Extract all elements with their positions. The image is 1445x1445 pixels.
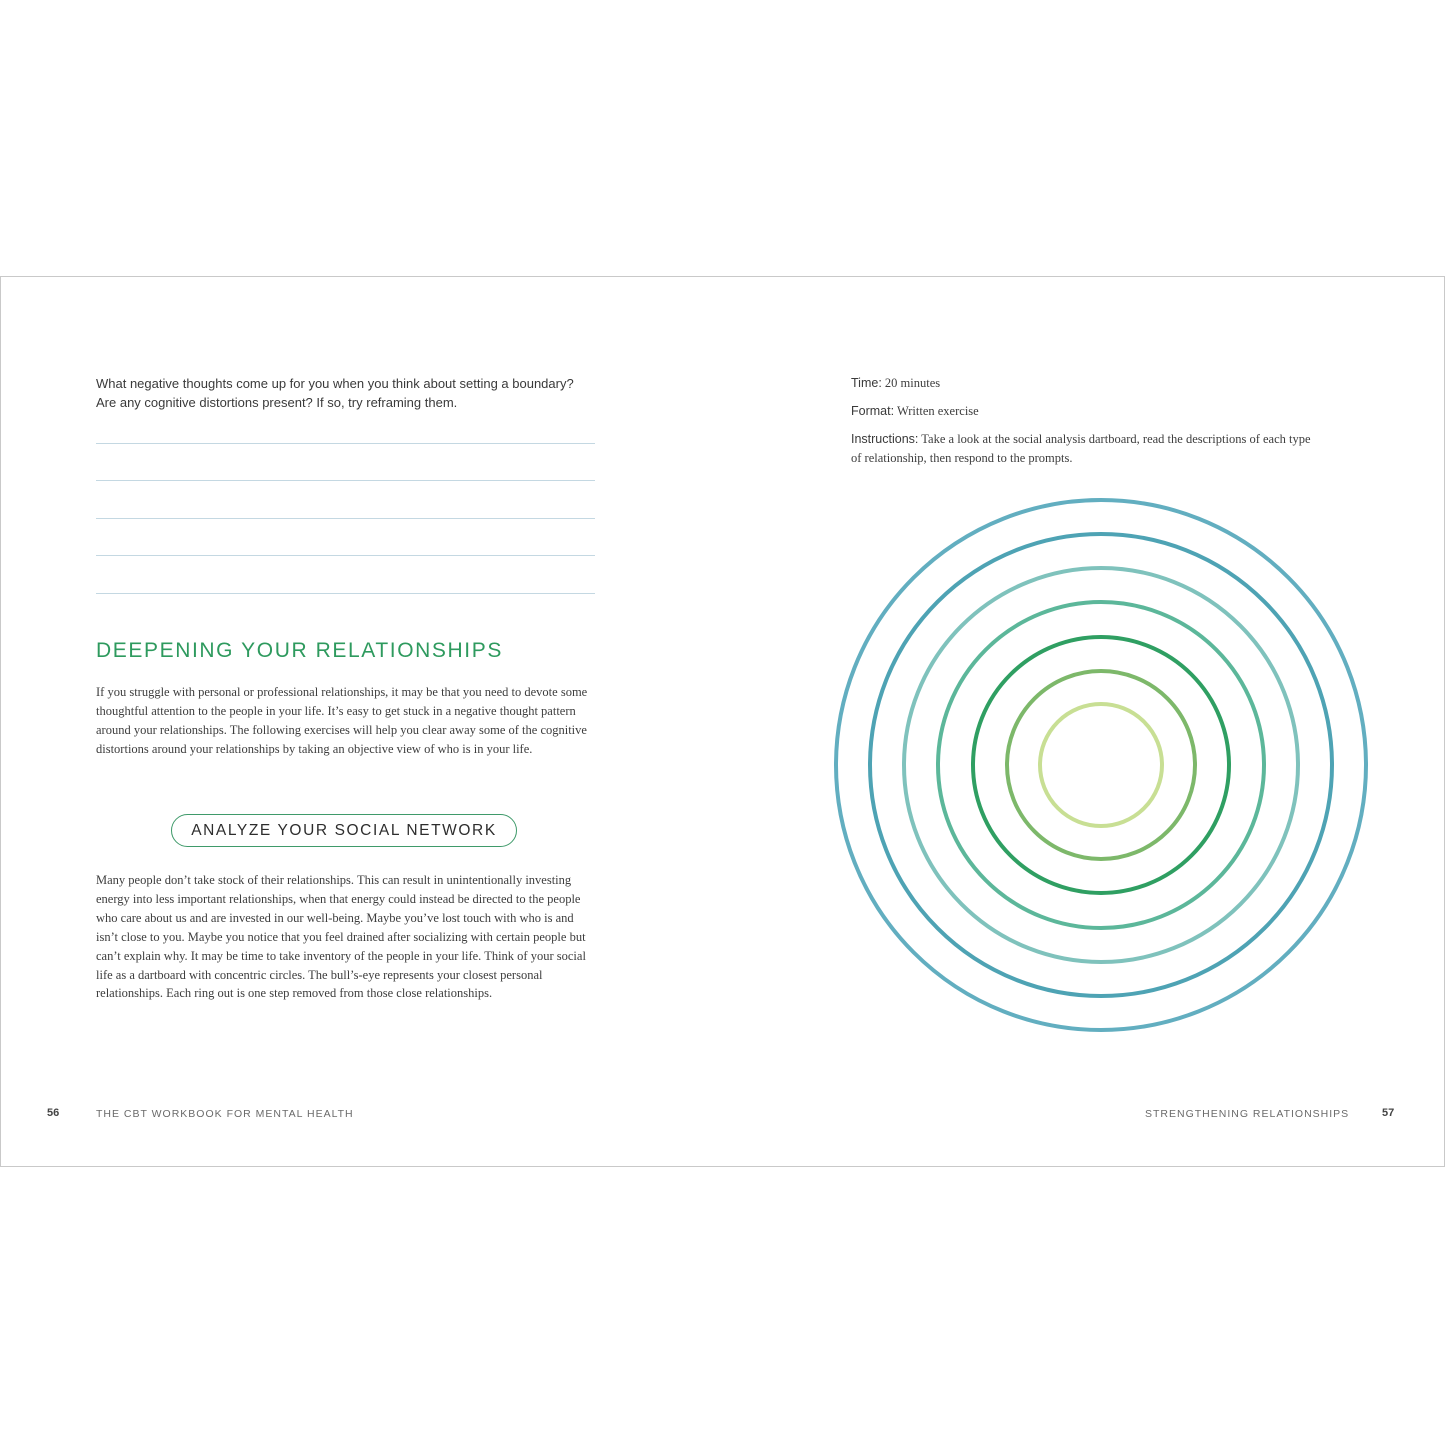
social-dartboard <box>831 495 1371 1035</box>
time-line <box>851 374 1321 393</box>
time-value: 20 minutes <box>881 376 941 390</box>
section-title: DEEPENING YOUR RELATIONSHIPS <box>96 639 503 662</box>
dartboard-ring-5 <box>973 637 1229 893</box>
writing-line[interactable] <box>96 480 595 481</box>
format-value: Written exercise <box>894 404 979 418</box>
format-line <box>851 402 1321 421</box>
writing-line[interactable] <box>96 443 595 444</box>
right-page <box>723 277 1444 1166</box>
page-number-right: 57 <box>1382 1107 1395 1119</box>
left-page <box>1 277 723 1166</box>
dartboard-ring-6 <box>1007 671 1195 859</box>
page-number-left: 56 <box>47 1107 60 1119</box>
time-label: Time: <box>851 376 882 390</box>
dartboard-bullseye <box>1040 704 1162 826</box>
exercise-title: ANALYZE YOUR SOCIAL NETWORK <box>191 821 497 839</box>
exercise-title-badge <box>171 814 517 847</box>
dartboard-ring-4 <box>938 602 1264 928</box>
journal-prompt: What negative thoughts come up for you when you think about setting a boundary? Are any cognitive distortions present? If so, try reframing them. <box>96 376 574 410</box>
writing-line[interactable] <box>96 555 595 556</box>
dartboard-ring-3 <box>904 568 1298 962</box>
running-head-left: THE CBT WORKBOOK FOR MENTAL HEALTH <box>96 1108 354 1120</box>
writing-line[interactable] <box>96 593 595 594</box>
format-label: Format: <box>851 404 895 418</box>
running-head-right: STRENGTHENING RELATIONSHIPS <box>1145 1108 1350 1120</box>
exercise-body: Many people don’t take stock of their relationships. This can result in unintentionally investing energy into less important relationships, when that energy could instead be directed to the people who care about us and are invested in our well-being. Maybe you’ve lost touch with who is and isn’t close to you. Maybe you notice that you feel drained after socializing with certain people but can’t explain why. It may be time to take inventory of the people in your life. Think of your social life as a dartboard with concentric circles. The bull’s-eye represents your closest personal relationships. Each ring out is one step removed from those close relationships. <box>96 873 586 1001</box>
book-spread <box>0 276 1445 1167</box>
writing-line[interactable] <box>96 518 595 519</box>
dartboard-ring-1 <box>836 500 1366 1030</box>
instructions-line <box>851 430 1321 468</box>
section-intro: If you struggle with personal or professional relationships, it may be that you need to devote some thoughtful attention to the people in your life. It’s easy to get stuck in a negative thought pattern around your relationships. The following exercises will help you clear away some of the cognitive distortions around your relationships by taking an objective view of who is in your life. <box>96 685 588 756</box>
instructions-label: Instructions: <box>851 432 919 446</box>
instructions-value: Take a look at the social analysis dartboard, read the descriptions of each type of relationship, then respond to the prompts. <box>851 432 1311 465</box>
